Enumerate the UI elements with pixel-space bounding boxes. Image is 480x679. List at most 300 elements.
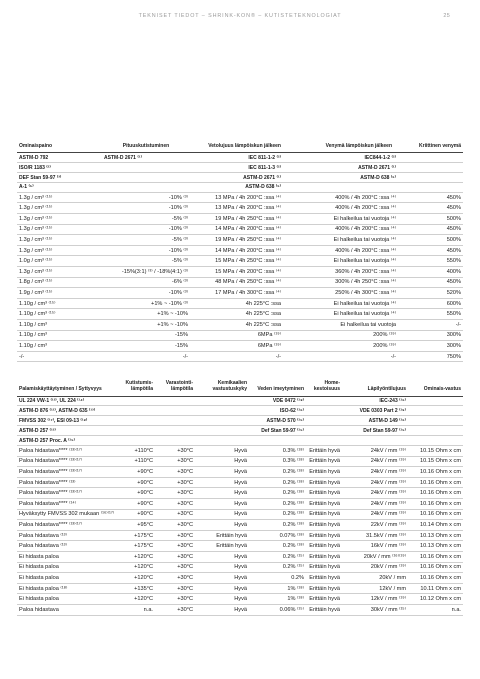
table-cell: 6MPa ⁽¹⁹⁾ bbox=[190, 330, 283, 341]
table-cell bbox=[155, 396, 195, 406]
table-cell: 0.2% ⁽¹⁸⁾ bbox=[249, 541, 306, 552]
table-cell: 1.10g / cm³ ⁽¹⁵⁾ bbox=[17, 309, 102, 320]
table-cell bbox=[283, 182, 398, 192]
table-cell: 1.10g / cm³ bbox=[17, 330, 102, 341]
table-cell: -15% bbox=[102, 330, 190, 341]
standard-row bbox=[17, 173, 463, 183]
table-cell: ASTM-D 257 Proc. A ⁽¹⁵⁾ bbox=[17, 436, 115, 446]
table-cell: 24kV / mm ⁽¹⁹⁾ bbox=[342, 509, 408, 520]
table-cell: +30°C bbox=[155, 562, 195, 573]
table-cell: ASTM-D 2671 ⁽¹⁾ bbox=[283, 163, 398, 173]
table-cell: +30°C bbox=[155, 456, 195, 467]
table-cell: Hyväksytty FMVSS 302 mukaan ⁽¹⁶⁾⁽¹⁷⁾ bbox=[17, 509, 115, 520]
table-cell: 360% / 4h 200°C :ssa ⁽⁴⁾ bbox=[283, 267, 398, 278]
table-cell: Paloa hidastava**** ⁽¹³⁾⁽¹⁷⁾ bbox=[17, 456, 115, 467]
table-cell: 1.10g / cm³ bbox=[17, 341, 102, 352]
col-header: Venymä lämpöiskun jälkeen bbox=[283, 143, 398, 153]
table-cell: +95°C bbox=[115, 520, 155, 531]
table-cell: 1.3g / cm³ ⁽¹⁵⁾ bbox=[17, 192, 102, 203]
table-row bbox=[17, 530, 463, 541]
table-cell: Ei halkeilua tai vuotoja ⁽⁴⁾ bbox=[283, 256, 398, 267]
table-cell: Hyvä bbox=[195, 562, 249, 573]
table-cell: Hyvä bbox=[195, 604, 249, 615]
table-cell: 450% bbox=[398, 192, 463, 203]
col-header: Ominaispaino bbox=[17, 143, 102, 153]
standard-row bbox=[17, 182, 463, 192]
table-cell: 14 MPa / 4h 200°C :ssa ⁽⁴⁾ bbox=[190, 224, 283, 235]
table-cell: Hyvä bbox=[195, 509, 249, 520]
table-cell: IEC 811-1-2 ⁽²⁾ bbox=[190, 153, 283, 163]
table-cell: 24kV / mm ⁽¹⁹⁾ bbox=[342, 477, 408, 488]
table-cell bbox=[398, 163, 463, 173]
table-cell: Paloa hidastava**** ⁽¹³⁾⁽¹⁷⁾ bbox=[17, 446, 115, 457]
table-cell: Erittäin hyvä bbox=[306, 499, 342, 510]
table-cell: 1.9g / cm³ ⁽¹⁵⁾ bbox=[17, 288, 102, 299]
table-cell: 0.2% ⁽¹⁵⁾ bbox=[249, 562, 306, 573]
table-cell bbox=[249, 436, 306, 446]
table-cell: Paloa hidastava**** ⁽¹³⁾⁽¹⁷⁾ bbox=[17, 488, 115, 499]
table-cell: Erittäin hyvä bbox=[306, 541, 342, 552]
table-cell bbox=[195, 436, 249, 446]
table-cell: 14 MPa / 4h 200°C :ssa ⁽⁴⁾ bbox=[190, 245, 283, 256]
table-cell bbox=[115, 406, 155, 416]
table-cell: +120°C bbox=[115, 562, 155, 573]
table-cell: Ei hidasta paloa bbox=[17, 551, 115, 562]
table-cell: 10.12 Ohm x cm bbox=[408, 594, 463, 605]
table-cell bbox=[195, 416, 249, 426]
table-cell: 0.2% ⁽¹⁸⁾ bbox=[249, 520, 306, 531]
table-row bbox=[17, 267, 463, 278]
table-cell: VDE 0472 ⁽¹⁸⁾ bbox=[249, 396, 306, 406]
properties-table-2 bbox=[17, 380, 463, 616]
table-cell: 10.15 Ohm x cm bbox=[408, 456, 463, 467]
table-row bbox=[17, 573, 463, 584]
table-row bbox=[17, 477, 463, 488]
table-cell: 16kV / mm ⁽¹⁹⁾ bbox=[342, 541, 408, 552]
table-cell: 520% bbox=[398, 288, 463, 299]
table-cell: ASTM-D 257 ⁽¹³⁾ bbox=[17, 426, 115, 436]
table-cell: 17 MPa / 4h 300°C :ssa ⁽⁴⁾ bbox=[190, 288, 283, 299]
table-cell bbox=[155, 416, 195, 426]
table-cell: Ei hidasta paloa bbox=[17, 594, 115, 605]
table-row bbox=[17, 541, 463, 552]
table-cell: Paloa hidastava**** ⁽¹³⁾⁽¹⁷⁾ bbox=[17, 520, 115, 531]
table-cell bbox=[306, 426, 342, 436]
table-cell: 0.2% bbox=[249, 573, 306, 584]
table-cell: Hyvä bbox=[195, 446, 249, 457]
table-cell: Hyvä bbox=[195, 456, 249, 467]
table-cell: -/- bbox=[102, 351, 190, 362]
table-cell: 0.2% ⁽¹⁵⁾ bbox=[249, 551, 306, 562]
table-cell: 20kV / mm bbox=[342, 573, 408, 584]
col-header: Palamiskäyttäytyminen / Syttyvyys bbox=[17, 380, 115, 396]
table-cell: 450% bbox=[398, 224, 463, 235]
table-cell: 1.8g / cm³ ⁽¹⁵⁾ bbox=[17, 277, 102, 288]
table-cell bbox=[306, 436, 342, 446]
table-cell: n.a. bbox=[408, 604, 463, 615]
table-cell: Ei hidasta paloa bbox=[17, 573, 115, 584]
table-cell: Erittäin hyvä bbox=[306, 551, 342, 562]
table-cell: Hyvä bbox=[195, 520, 249, 531]
table-cell: 15 MPa / 4h 200°C :ssa ⁽⁴⁾ bbox=[190, 267, 283, 278]
table-cell: Paloa hidastava**** ⁽¹³⁾ bbox=[17, 477, 115, 488]
table-row bbox=[17, 203, 463, 214]
table-cell: Paloa hidastava**** ⁽¹⁴⁾ bbox=[17, 499, 115, 510]
table-cell bbox=[408, 436, 463, 446]
table-cell: 10.13 Ohm x cm bbox=[408, 541, 463, 552]
table-row bbox=[17, 351, 463, 362]
col-header: Ominais-vastus bbox=[408, 380, 463, 396]
table-cell: 400% / 4h 200°C :ssa ⁽⁴⁾ bbox=[283, 192, 398, 203]
table-cell: A-1 ⁽⁵⁾ bbox=[17, 182, 102, 192]
table-cell: ASTM-D 570 ⁽¹⁵⁾ bbox=[249, 416, 306, 426]
table-row bbox=[17, 562, 463, 573]
table-cell: +90°C bbox=[115, 477, 155, 488]
table-row bbox=[17, 446, 463, 457]
table-cell bbox=[195, 426, 249, 436]
table-cell: 400% / 4h 200°C :ssa ⁽⁴⁾ bbox=[283, 245, 398, 256]
table-cell: Erittäin hyvä bbox=[306, 456, 342, 467]
table-cell: 450% bbox=[398, 245, 463, 256]
table-row bbox=[17, 467, 463, 478]
table-cell: 1.3g / cm³ ⁽¹⁵⁾ bbox=[17, 214, 102, 225]
table-cell: 24kV / mm ⁽¹⁹⁾ bbox=[342, 488, 408, 499]
table-cell: 48 MPa / 4h 250°C :ssa ⁽⁴⁾ bbox=[190, 277, 283, 288]
table-cell: -10% ⁽³⁾ bbox=[102, 288, 190, 299]
table-cell: +30°C bbox=[155, 541, 195, 552]
table-cell bbox=[398, 153, 463, 163]
table-cell: -/- bbox=[283, 351, 398, 362]
table-cell: Erittäin hyvä bbox=[306, 477, 342, 488]
table-cell: +135°C bbox=[115, 583, 155, 594]
standard-row bbox=[17, 153, 463, 163]
header-title: TEKNISET TIEDOT – SHRINK-KON® – KUTISTETEKNOLOGIAT bbox=[138, 13, 342, 19]
table-cell: 10.14 Ohm x cm bbox=[408, 520, 463, 531]
table-cell: +110°C bbox=[115, 456, 155, 467]
table-cell: 250% / 4h 300°C :ssa ⁽⁴⁾ bbox=[283, 288, 398, 299]
table-cell: 1% ⁽¹⁸⁾ bbox=[249, 594, 306, 605]
table-cell: ASTM-D 638 ⁽⁶⁾ bbox=[283, 173, 398, 183]
table-cell: 4h 225°C :ssa bbox=[190, 298, 283, 309]
table-cell: Erittäin hyvä bbox=[195, 530, 249, 541]
table-cell bbox=[115, 416, 155, 426]
table-cell: -10% ⁽³⁾ bbox=[102, 203, 190, 214]
table-cell: +30°C bbox=[155, 499, 195, 510]
table-cell: +110°C bbox=[115, 446, 155, 457]
table-row bbox=[17, 604, 463, 615]
table-cell: Ei halkeilua tai vuotoja ⁽⁴⁾ bbox=[283, 298, 398, 309]
table-cell: 10.16 Ohm x cm bbox=[408, 477, 463, 488]
table-cell: 6MPa ⁽¹⁹⁾ bbox=[190, 341, 283, 352]
table-cell: 1.10g / cm³ ⁽¹⁵⁾ bbox=[17, 298, 102, 309]
table-cell: -6% ⁽³⁾ bbox=[102, 277, 190, 288]
table-cell: 1.3g / cm³ ⁽¹⁵⁾ bbox=[17, 235, 102, 246]
table-cell: +30°C bbox=[155, 467, 195, 478]
table-cell: 24kV / mm ⁽¹⁹⁾ bbox=[342, 467, 408, 478]
table-cell: Erittäin hyvä bbox=[306, 509, 342, 520]
table-cell: n.a. bbox=[115, 604, 155, 615]
table-cell: 10.16 Ohm x cm bbox=[408, 551, 463, 562]
table-cell: 200% ⁽¹⁹⁾ bbox=[283, 341, 398, 352]
table-cell bbox=[195, 406, 249, 416]
table-cell: 200% ⁽¹⁹⁾ bbox=[283, 330, 398, 341]
table-cell: +30°C bbox=[155, 530, 195, 541]
table-cell: 10.11 Ohm x cm bbox=[408, 583, 463, 594]
table-cell: Ei hidasta paloa ⁽¹⁸⁾ bbox=[17, 583, 115, 594]
table-cell: ASTM-D 149 ⁽¹⁶⁾ bbox=[342, 416, 408, 426]
col-header: Veden imeytyminen bbox=[249, 380, 306, 396]
table-cell: 1% ⁽¹⁸⁾ bbox=[249, 583, 306, 594]
table-cell: 300% bbox=[398, 330, 463, 341]
table-cell: UL 224 VW-1 ⁽¹³⁾, UL 224 ⁽¹⁴⁾ bbox=[17, 396, 115, 406]
table-cell: -/- bbox=[190, 351, 283, 362]
table-cell bbox=[155, 426, 195, 436]
table-cell: +1% ~ -10% bbox=[102, 319, 190, 330]
table-cell: 0.2% ⁽¹⁸⁾ bbox=[249, 488, 306, 499]
table-cell: +90°C bbox=[115, 488, 155, 499]
table-cell: 24kV / mm ⁽¹⁹⁾ bbox=[342, 499, 408, 510]
table-cell bbox=[155, 436, 195, 446]
table-row bbox=[17, 214, 463, 225]
table-cell bbox=[155, 406, 195, 416]
table-cell: Hyvä bbox=[195, 499, 249, 510]
table-cell: IEC 811-1-3 ⁽²⁾ bbox=[190, 163, 283, 173]
table-row bbox=[17, 488, 463, 499]
table-row bbox=[17, 309, 463, 320]
standard-row bbox=[17, 426, 463, 436]
table-cell: 20kV / mm ⁽¹⁹⁾ bbox=[342, 562, 408, 573]
table-row bbox=[17, 551, 463, 562]
table-cell: Erittäin hyvä bbox=[306, 488, 342, 499]
col-header: Pituuskutistuminen bbox=[102, 143, 190, 153]
table-cell: Erittäin hyvä bbox=[306, 583, 342, 594]
col-header: Läpilyöntilujuus bbox=[342, 380, 408, 396]
page-number: 25 bbox=[443, 13, 450, 19]
standard-row bbox=[17, 406, 463, 416]
table-cell bbox=[102, 182, 190, 192]
table-cell: 4h 225°C :ssa bbox=[190, 309, 283, 320]
table-cell: 300% bbox=[398, 341, 463, 352]
table-cell: 0.07% ⁽¹⁸⁾ bbox=[249, 530, 306, 541]
table-cell: 10.13 Ohm x cm bbox=[408, 530, 463, 541]
table-cell: 500% bbox=[398, 235, 463, 246]
table-cell bbox=[408, 406, 463, 416]
table-cell: -10% ⁽³⁾ bbox=[102, 192, 190, 203]
table-cell bbox=[306, 396, 342, 406]
table-row bbox=[17, 277, 463, 288]
table-cell: -15%(3:1) ⁽³⁾ / -18%(4:1) ⁽³⁾ bbox=[102, 267, 190, 278]
table-cell: 10.15 Ohm x cm bbox=[408, 446, 463, 457]
table-cell: VDE 0303 Part 2 ⁽¹⁹⁾ bbox=[342, 406, 408, 416]
table-cell: 19 MPa / 4h 250°C :ssa ⁽⁴⁾ bbox=[190, 235, 283, 246]
table-cell: 300% / 4h 250°C :ssa ⁽⁴⁾ bbox=[283, 277, 398, 288]
table-cell: 4h 225°C :ssa bbox=[190, 319, 283, 330]
table-cell bbox=[306, 406, 342, 416]
table-cell: 10.16 Ohm x cm bbox=[408, 562, 463, 573]
table-cell: Def Stan 59-97 ⁽¹⁵⁾ bbox=[342, 426, 408, 436]
table-row bbox=[17, 341, 463, 352]
table-cell: 550% bbox=[398, 256, 463, 267]
table-cell bbox=[342, 436, 408, 446]
table-row bbox=[17, 594, 463, 605]
table-cell bbox=[102, 173, 190, 183]
table-cell: 0.3% ⁽¹⁸⁾ bbox=[249, 456, 306, 467]
table-cell: ASTM-D 792 bbox=[17, 153, 102, 163]
table-row bbox=[17, 245, 463, 256]
table-cell: +30°C bbox=[155, 604, 195, 615]
table-cell: Ei halkeilua tai vuotoja ⁽⁴⁾ bbox=[283, 214, 398, 225]
table-cell: +30°C bbox=[155, 594, 195, 605]
table-cell: Def Stan 59-97 ⁽¹⁵⁾ bbox=[249, 426, 306, 436]
table-cell bbox=[115, 426, 155, 436]
table-cell: Erittäin hyvä bbox=[306, 520, 342, 531]
table-cell: ASTM-D 2671 ⁽¹⁾ bbox=[102, 153, 190, 163]
col-header: Vetolujuus lämpöiskun jälkeen bbox=[190, 143, 283, 153]
table-cell: 22kV / mm ⁽¹⁹⁾ bbox=[342, 520, 408, 531]
table-cell: 1.3g / cm³ ⁽¹⁵⁾ bbox=[17, 203, 102, 214]
table-cell: 0.06% ⁽¹⁵⁾ bbox=[249, 604, 306, 615]
table-cell: 0.2% ⁽¹⁸⁾ bbox=[249, 467, 306, 478]
table-cell bbox=[306, 416, 342, 426]
table-cell: +30°C bbox=[155, 446, 195, 457]
table-cell: Paloa hidastava ⁽¹³⁾ bbox=[17, 541, 115, 552]
table-cell bbox=[102, 163, 190, 173]
table-cell: 1.0g / cm³ ⁽¹⁵⁾ bbox=[17, 256, 102, 267]
table-cell: Erittäin hyvä bbox=[306, 467, 342, 478]
table-cell: +30°C bbox=[155, 477, 195, 488]
table-cell: 450% bbox=[398, 277, 463, 288]
table-cell: DEF Stan 59-97 ⁽³⁾ bbox=[17, 173, 102, 183]
table-cell: 10.16 Ohm x cm bbox=[408, 573, 463, 584]
table-cell: 750% bbox=[398, 351, 463, 362]
table-cell: +30°C bbox=[155, 573, 195, 584]
table-cell: Hyvä bbox=[195, 551, 249, 562]
table-row bbox=[17, 583, 463, 594]
table-cell: +30°C bbox=[155, 488, 195, 499]
table-cell: Ei halkeilua tai vuotoja ⁽⁴⁾ bbox=[283, 309, 398, 320]
table-cell: Hyvä bbox=[195, 583, 249, 594]
col-header: Varastointi-lämpötila bbox=[155, 380, 195, 396]
table-row bbox=[17, 298, 463, 309]
table-cell: +30°C bbox=[155, 551, 195, 562]
table-cell: 0.2% ⁽¹⁸⁾ bbox=[249, 509, 306, 520]
col-header: Kriittinen venymä bbox=[398, 143, 463, 153]
table-cell: Erittäin hyvä bbox=[306, 446, 342, 457]
table-row bbox=[17, 456, 463, 467]
table-cell: +30°C bbox=[155, 509, 195, 520]
table-cell: Erittäin hyvä bbox=[306, 562, 342, 573]
table-cell: 400% / 4h 200°C :ssa ⁽⁴⁾ bbox=[283, 203, 398, 214]
table-cell: +30°C bbox=[155, 583, 195, 594]
table-cell: +120°C bbox=[115, 594, 155, 605]
table-cell bbox=[408, 396, 463, 406]
table-cell: Ei hidasta paloa bbox=[17, 562, 115, 573]
table-cell: +120°C bbox=[115, 573, 155, 584]
table-cell: -/- bbox=[17, 351, 102, 362]
table-row bbox=[17, 256, 463, 267]
table-cell: 24kV / mm ⁽¹⁹⁾ bbox=[342, 456, 408, 467]
table-cell: 0.2% ⁽¹⁸⁾ bbox=[249, 499, 306, 510]
table-cell: +1% ~ -10% ⁽³⁾ bbox=[102, 298, 190, 309]
table-cell: 10.16 Ohm x cm bbox=[408, 509, 463, 520]
table-cell: Erittäin hyvä bbox=[306, 604, 342, 615]
table-cell: 10.16 Ohm x cm bbox=[408, 467, 463, 478]
table-row bbox=[17, 330, 463, 341]
table-cell bbox=[115, 436, 155, 446]
table-cell: Hyvä bbox=[195, 467, 249, 478]
table-cell: 24kV / mm ⁽¹⁹⁾ bbox=[342, 446, 408, 457]
table-cell: +1% ~ -10% bbox=[102, 309, 190, 320]
table-cell: ISO/R 1183 ⁽²⁾ bbox=[17, 163, 102, 173]
table-cell: 19 MPa / 4h 250°C :ssa ⁽⁴⁾ bbox=[190, 214, 283, 225]
table-cell: 15 MPa / 4h 250°C :ssa ⁽⁴⁾ bbox=[190, 256, 283, 267]
table-row bbox=[17, 288, 463, 299]
table-cell: 1.3g / cm³ ⁽¹⁵⁾ bbox=[17, 267, 102, 278]
table-cell: 10.16 Ohm x cm bbox=[408, 488, 463, 499]
table-cell: +90°C bbox=[115, 509, 155, 520]
table-cell: +90°C bbox=[115, 467, 155, 478]
table-cell: IEC844-1-2 ⁽²⁾ bbox=[283, 153, 398, 163]
table-cell: ASTM-D 2671 ⁽¹⁾ bbox=[190, 173, 283, 183]
table-cell: 30kV / mm ⁽¹⁵⁾ bbox=[342, 604, 408, 615]
table-row bbox=[17, 224, 463, 235]
col-header: Kutistumis-lämpötila bbox=[115, 380, 155, 396]
table-cell: +90°C bbox=[115, 499, 155, 510]
table-cell: Hyvä bbox=[195, 594, 249, 605]
table-cell: 13 MPa / 4h 200°C :ssa ⁽⁴⁾ bbox=[190, 192, 283, 203]
table-row bbox=[17, 499, 463, 510]
table-cell: 31.5kV / mm ⁽¹⁹⁾ bbox=[342, 530, 408, 541]
table-cell: -5% ⁽³⁾ bbox=[102, 235, 190, 246]
table-cell: FMVSS 302 ⁽¹⁷⁾, ESI 09-13 ⁽¹⁸⁾ bbox=[17, 416, 115, 426]
table-cell: 550% bbox=[398, 309, 463, 320]
table-cell: ASTM-D 876 ⁽¹²⁾, ASTM-D 635 ⁽¹³⁾ bbox=[17, 406, 115, 416]
table-cell: 400% bbox=[398, 267, 463, 278]
table-cell: 10.16 Ohm x cm bbox=[408, 499, 463, 510]
table-cell: Hyvä bbox=[195, 573, 249, 584]
table-cell: IEC-243 ⁽¹⁶⁾ bbox=[342, 396, 408, 406]
table-cell: 450% bbox=[398, 203, 463, 214]
table-cell: 1.3g / cm³ ⁽¹⁵⁾ bbox=[17, 245, 102, 256]
table-cell: ISO-62 ⁽¹⁶⁾ bbox=[249, 406, 306, 416]
table-cell: ASTM-D 638 ⁽⁶⁾ bbox=[190, 182, 283, 192]
col-header: Home-kestoisuus bbox=[306, 380, 342, 396]
standard-row bbox=[17, 416, 463, 426]
col-header: Kemikaalien vastustuskyky bbox=[195, 380, 249, 396]
table-cell: 12kV / mm ⁽¹⁹⁾ bbox=[342, 594, 408, 605]
table-cell bbox=[408, 416, 463, 426]
table-cell: 0.2% ⁽¹⁸⁾ bbox=[249, 477, 306, 488]
standard-row bbox=[17, 163, 463, 173]
table-cell: -5% ⁽³⁾ bbox=[102, 256, 190, 267]
table-cell: Hyvä bbox=[195, 477, 249, 488]
table-cell: 500% bbox=[398, 214, 463, 225]
table-cell: 1.10g / cm³ bbox=[17, 319, 102, 330]
table-cell: -/- bbox=[398, 319, 463, 330]
table-row bbox=[17, 192, 463, 203]
table-row bbox=[17, 520, 463, 531]
table-cell: -5% ⁽³⁾ bbox=[102, 214, 190, 225]
standard-row bbox=[17, 396, 463, 406]
table-cell: 12kV / mm bbox=[342, 583, 408, 594]
table-row bbox=[17, 235, 463, 246]
table-cell: Paloa hidastava**** ⁽¹³⁾⁽¹⁷⁾ bbox=[17, 467, 115, 478]
table-cell: Ei halkeilua tai vuotoja ⁽⁴⁾ bbox=[283, 235, 398, 246]
table-cell: 1.3g / cm³ ⁽¹⁵⁾ bbox=[17, 224, 102, 235]
table-cell: Ei halkeilua tai vuotoja bbox=[283, 319, 398, 330]
table-cell: 600% bbox=[398, 298, 463, 309]
properties-table-1 bbox=[17, 143, 463, 362]
